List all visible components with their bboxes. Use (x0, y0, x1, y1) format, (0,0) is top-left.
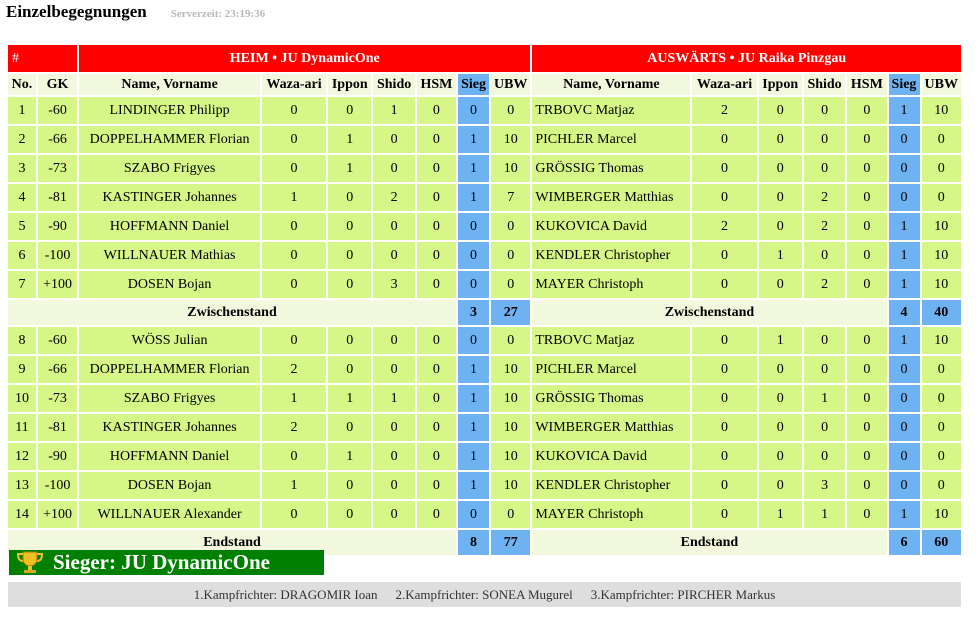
away-shido: 1 (804, 501, 845, 528)
home-sieg: 0 (458, 327, 489, 354)
away-fighter-name: GRÖSSIG Thomas (532, 385, 690, 412)
match-row (8, 472, 961, 499)
away-fighter-name: TRBOVC Matjaz (532, 97, 690, 124)
weight-class: -90 (38, 213, 77, 240)
match-no: 6 (8, 242, 36, 269)
home-ubw: 10 (491, 155, 530, 182)
home-ippon: 0 (328, 242, 371, 269)
match-no: 1 (8, 97, 36, 124)
subtotal-label-away: Zwischenstand (532, 300, 886, 325)
column-header-row (8, 74, 961, 95)
home-ubw: 10 (491, 126, 530, 153)
home-fighter-name: WILLNAUER Alexander (79, 501, 260, 528)
away-sieg: 1 (889, 242, 920, 269)
home-fighter-name: HOFFMANN Daniel (79, 443, 260, 470)
away-waza-ari: 0 (692, 155, 756, 182)
page-header (6, 2, 265, 26)
away-fighter-name: WIMBERGER Matthias (532, 414, 690, 441)
away-shido: 0 (804, 97, 845, 124)
away-shido: 0 (804, 155, 845, 182)
away-ippon: 1 (759, 327, 802, 354)
home-sieg: 1 (458, 126, 489, 153)
away-sieg: 1 (889, 327, 920, 354)
subtotal-home-ubw: 27 (491, 300, 530, 325)
away-waza-ari: 0 (692, 126, 756, 153)
col-home-waza-ari: Waza-ari (262, 74, 326, 95)
away-ubw: 0 (922, 443, 962, 470)
away-hsm: 0 (847, 155, 886, 182)
home-ubw: 10 (491, 414, 530, 441)
away-waza-ari: 0 (692, 501, 756, 528)
away-ippon: 1 (759, 242, 802, 269)
referee-1: 1.Kampfrichter: DRAGOMIR Ioan (193, 586, 378, 602)
away-shido: 2 (804, 271, 845, 298)
match-row (8, 356, 961, 383)
away-hsm: 0 (847, 213, 886, 240)
weight-class: +100 (38, 501, 77, 528)
home-ubw: 10 (491, 385, 530, 412)
away-sieg: 0 (889, 385, 920, 412)
away-ubw: 10 (922, 213, 962, 240)
home-ubw: 0 (491, 97, 530, 124)
home-waza-ari: 1 (262, 184, 326, 211)
away-hsm: 0 (847, 414, 886, 441)
weight-class: -100 (38, 242, 77, 269)
match-no: 9 (8, 356, 36, 383)
away-ubw: 0 (922, 155, 962, 182)
referees-footer (8, 582, 961, 607)
away-ippon: 0 (759, 356, 802, 383)
weight-class: -60 (38, 97, 77, 124)
away-hsm: 0 (847, 271, 886, 298)
home-shido: 0 (373, 443, 414, 470)
matches-table (6, 43, 963, 557)
away-sieg: 1 (889, 97, 920, 124)
home-waza-ari: 0 (262, 271, 326, 298)
away-sieg: 1 (889, 271, 920, 298)
referee-2: 2.Kampfrichter: SONEA Mugurel (395, 586, 573, 602)
away-fighter-name: WIMBERGER Matthias (532, 184, 690, 211)
col-away-ubw: UBW (922, 74, 962, 95)
match-row (8, 97, 961, 124)
col-away-ippon: Ippon (759, 74, 802, 95)
away-shido: 3 (804, 472, 845, 499)
home-ippon: 0 (328, 184, 371, 211)
away-ippon: 0 (759, 443, 802, 470)
away-ippon: 0 (759, 213, 802, 240)
home-ubw: 10 (491, 356, 530, 383)
home-fighter-name: DOPPELHAMMER Florian (79, 356, 260, 383)
winner-text: Sieger: JU DynamicOne (53, 550, 270, 574)
col-home-ippon: Ippon (328, 74, 371, 95)
match-no: 5 (8, 213, 36, 240)
home-hsm: 0 (417, 414, 456, 441)
away-shido: 0 (804, 443, 845, 470)
away-waza-ari: 0 (692, 385, 756, 412)
match-row (8, 414, 961, 441)
home-waza-ari: 0 (262, 213, 326, 240)
home-fighter-name: DOSEN Bojan (79, 271, 260, 298)
home-ippon: 0 (328, 414, 371, 441)
home-shido: 3 (373, 271, 414, 298)
match-no: 8 (8, 327, 36, 354)
weight-class: -73 (38, 155, 77, 182)
home-ippon: 0 (328, 472, 371, 499)
home-shido: 1 (373, 385, 414, 412)
away-waza-ari: 0 (692, 271, 756, 298)
away-waza-ari: 0 (692, 443, 756, 470)
home-sieg: 1 (458, 472, 489, 499)
home-waza-ari: 1 (262, 385, 326, 412)
trophy-icon (15, 550, 45, 575)
away-fighter-name: GRÖSSIG Thomas (532, 155, 690, 182)
subtotal-body (8, 300, 961, 325)
total-home-ubw: 77 (491, 530, 530, 555)
away-shido: 2 (804, 184, 845, 211)
home-hsm: 0 (417, 242, 456, 269)
away-shido: 0 (804, 414, 845, 441)
home-waza-ari: 0 (262, 501, 326, 528)
total-label-away: Endstand (532, 530, 886, 555)
match-row (8, 184, 961, 211)
weight-class: -81 (38, 184, 77, 211)
match-row (8, 213, 961, 240)
home-fighter-name: HOFFMANN Daniel (79, 213, 260, 240)
home-sieg: 1 (458, 184, 489, 211)
home-hsm: 0 (417, 472, 456, 499)
subtotal-away-ubw: 40 (922, 300, 962, 325)
col-away-shido: Shido (804, 74, 845, 95)
away-waza-ari: 0 (692, 242, 756, 269)
home-fighter-name: SZABO Frigyes (79, 155, 260, 182)
home-team-header: HEIM • JU DynamicOne (79, 45, 530, 72)
away-ubw: 10 (922, 327, 962, 354)
server-time: Serverzeit: 23:19:36 (170, 8, 266, 20)
home-waza-ari: 2 (262, 414, 326, 441)
home-waza-ari: 0 (262, 155, 326, 182)
home-waza-ari: 1 (262, 472, 326, 499)
home-sieg: 0 (458, 501, 489, 528)
home-sieg: 0 (458, 97, 489, 124)
team-header-row (8, 45, 961, 72)
away-shido: 1 (804, 385, 845, 412)
away-fighter-name: MAYER Christoph (532, 271, 690, 298)
home-ubw: 10 (491, 472, 530, 499)
home-fighter-name: LINDINGER Philipp (79, 97, 260, 124)
home-fighter-name: WÖSS Julian (79, 327, 260, 354)
away-ubw: 0 (922, 126, 962, 153)
weight-class: -100 (38, 472, 77, 499)
away-team-header: AUSWÄRTS • JU Raika Pinzgau (532, 45, 961, 72)
away-hsm: 0 (847, 501, 886, 528)
home-shido: 0 (373, 126, 414, 153)
home-shido: 0 (373, 356, 414, 383)
away-ippon: 0 (759, 97, 802, 124)
home-ubw: 0 (491, 327, 530, 354)
away-ippon: 1 (759, 501, 802, 528)
away-ubw: 10 (922, 97, 962, 124)
home-hsm: 0 (417, 271, 456, 298)
home-ippon: 0 (328, 327, 371, 354)
col-away-waza-ari: Waza-ari (692, 74, 756, 95)
away-waza-ari: 2 (692, 213, 756, 240)
home-shido: 0 (373, 414, 414, 441)
away-shido: 0 (804, 126, 845, 153)
away-sieg: 0 (889, 184, 920, 211)
match-no: 2 (8, 126, 36, 153)
match-no: 12 (8, 443, 36, 470)
away-ippon: 0 (759, 414, 802, 441)
winner-banner (9, 550, 324, 575)
away-ippon: 0 (759, 155, 802, 182)
home-fighter-name: DOSEN Bojan (79, 472, 260, 499)
col-home-name: Name, Vorname (79, 74, 260, 95)
home-fighter-name: KASTINGER Johannes (79, 414, 260, 441)
home-shido: 0 (373, 213, 414, 240)
away-sieg: 0 (889, 155, 920, 182)
away-ubw: 10 (922, 501, 962, 528)
round1-body (8, 97, 961, 298)
away-ippon: 0 (759, 385, 802, 412)
away-waza-ari: 0 (692, 184, 756, 211)
away-ubw: 0 (922, 472, 962, 499)
match-row (8, 501, 961, 528)
home-ippon: 1 (328, 155, 371, 182)
home-shido: 2 (373, 184, 414, 211)
col-away-name: Name, Vorname (532, 74, 690, 95)
home-sieg: 0 (458, 242, 489, 269)
away-hsm: 0 (847, 327, 886, 354)
home-fighter-name: DOPPELHAMMER Florian (79, 126, 260, 153)
match-row (8, 327, 961, 354)
away-hsm: 0 (847, 184, 886, 211)
away-fighter-name: MAYER Christoph (532, 501, 690, 528)
subtotal-home-sieg: 3 (458, 300, 489, 325)
home-fighter-name: WILLNAUER Mathias (79, 242, 260, 269)
referee-3: 3.Kampfrichter: PIRCHER Markus (590, 586, 776, 602)
away-hsm: 0 (847, 126, 886, 153)
match-row (8, 155, 961, 182)
home-waza-ari: 0 (262, 97, 326, 124)
match-no: 3 (8, 155, 36, 182)
away-waza-ari: 0 (692, 327, 756, 354)
subtotal-label-home: Zwischenstand (8, 300, 456, 325)
away-shido: 0 (804, 327, 845, 354)
home-ubw: 0 (491, 242, 530, 269)
hash-header: # (8, 45, 77, 72)
match-row (8, 242, 961, 269)
col-gk: GK (38, 74, 77, 95)
away-sieg: 1 (889, 501, 920, 528)
home-sieg: 1 (458, 443, 489, 470)
home-shido: 0 (373, 501, 414, 528)
col-no: No. (8, 74, 36, 95)
away-hsm: 0 (847, 385, 886, 412)
away-sieg: 0 (889, 443, 920, 470)
away-ubw: 0 (922, 356, 962, 383)
home-ippon: 0 (328, 501, 371, 528)
home-sieg: 1 (458, 356, 489, 383)
away-fighter-name: TRBOVC Matjaz (532, 327, 690, 354)
away-sieg: 0 (889, 356, 920, 383)
home-ippon: 1 (328, 443, 371, 470)
away-ippon: 0 (759, 271, 802, 298)
match-no: 13 (8, 472, 36, 499)
away-hsm: 0 (847, 472, 886, 499)
home-ubw: 0 (491, 501, 530, 528)
home-hsm: 0 (417, 356, 456, 383)
round2-body (8, 327, 961, 528)
home-waza-ari: 0 (262, 443, 326, 470)
home-ubw: 7 (491, 184, 530, 211)
away-waza-ari: 0 (692, 356, 756, 383)
away-waza-ari: 0 (692, 472, 756, 499)
away-ubw: 0 (922, 414, 962, 441)
home-sieg: 1 (458, 155, 489, 182)
match-row (8, 271, 961, 298)
home-ippon: 0 (328, 213, 371, 240)
away-sieg: 0 (889, 126, 920, 153)
col-away-sieg: Sieg (889, 74, 920, 95)
match-row (8, 126, 961, 153)
col-home-hsm: HSM (417, 74, 456, 95)
away-fighter-name: KENDLER Christopher (532, 242, 690, 269)
total-away-ubw: 60 (922, 530, 962, 555)
home-shido: 0 (373, 472, 414, 499)
home-waza-ari: 2 (262, 356, 326, 383)
match-row (8, 385, 961, 412)
home-shido: 0 (373, 155, 414, 182)
home-fighter-name: KASTINGER Johannes (79, 184, 260, 211)
home-ippon: 0 (328, 97, 371, 124)
total-away-sieg: 6 (889, 530, 920, 555)
weight-class: -81 (38, 414, 77, 441)
home-hsm: 0 (417, 184, 456, 211)
home-sieg: 0 (458, 271, 489, 298)
match-no: 10 (8, 385, 36, 412)
home-hsm: 0 (417, 126, 456, 153)
total-label-home: Endstand (8, 530, 456, 555)
away-fighter-name: KENDLER Christopher (532, 472, 690, 499)
home-hsm: 0 (417, 327, 456, 354)
match-row (8, 443, 961, 470)
away-shido: 0 (804, 242, 845, 269)
home-shido: 0 (373, 242, 414, 269)
weight-class: -66 (38, 356, 77, 383)
away-ubw: 10 (922, 242, 962, 269)
home-hsm: 0 (417, 213, 456, 240)
away-ippon: 0 (759, 472, 802, 499)
home-waza-ari: 0 (262, 126, 326, 153)
away-sieg: 0 (889, 414, 920, 441)
away-sieg: 0 (889, 472, 920, 499)
away-ippon: 0 (759, 126, 802, 153)
away-hsm: 0 (847, 242, 886, 269)
home-waza-ari: 0 (262, 242, 326, 269)
subtotal-row (8, 300, 961, 325)
away-fighter-name: KUKOVICA David (532, 443, 690, 470)
match-no: 11 (8, 414, 36, 441)
weight-class: -90 (38, 443, 77, 470)
subtotal-away-sieg: 4 (889, 300, 920, 325)
home-sieg: 1 (458, 414, 489, 441)
match-no: 4 (8, 184, 36, 211)
page-title: Einzelbegegnungen (6, 2, 147, 21)
home-waza-ari: 0 (262, 327, 326, 354)
home-ippon: 0 (328, 356, 371, 383)
home-ippon: 1 (328, 126, 371, 153)
col-home-sieg: Sieg (458, 74, 489, 95)
home-shido: 1 (373, 97, 414, 124)
col-away-hsm: HSM (847, 74, 886, 95)
total-home-sieg: 8 (458, 530, 489, 555)
weight-class: +100 (38, 271, 77, 298)
away-shido: 0 (804, 356, 845, 383)
home-hsm: 0 (417, 97, 456, 124)
home-ubw: 0 (491, 213, 530, 240)
away-waza-ari: 0 (692, 414, 756, 441)
away-ubw: 0 (922, 184, 962, 211)
home-hsm: 0 (417, 155, 456, 182)
home-sieg: 0 (458, 213, 489, 240)
away-waza-ari: 2 (692, 97, 756, 124)
away-fighter-name: PICHLER Marcel (532, 356, 690, 383)
away-ubw: 0 (922, 385, 962, 412)
home-shido: 0 (373, 327, 414, 354)
away-shido: 2 (804, 213, 845, 240)
home-hsm: 0 (417, 385, 456, 412)
weight-class: -73 (38, 385, 77, 412)
away-hsm: 0 (847, 443, 886, 470)
match-no: 7 (8, 271, 36, 298)
away-fighter-name: KUKOVICA David (532, 213, 690, 240)
match-no: 14 (8, 501, 36, 528)
home-ubw: 10 (491, 443, 530, 470)
home-hsm: 0 (417, 501, 456, 528)
away-hsm: 0 (847, 356, 886, 383)
col-home-ubw: UBW (491, 74, 530, 95)
col-home-shido: Shido (373, 74, 414, 95)
home-ubw: 0 (491, 271, 530, 298)
home-ippon: 1 (328, 385, 371, 412)
home-sieg: 1 (458, 385, 489, 412)
away-fighter-name: PICHLER Marcel (532, 126, 690, 153)
weight-class: -66 (38, 126, 77, 153)
home-hsm: 0 (417, 443, 456, 470)
away-ubw: 10 (922, 271, 962, 298)
away-sieg: 1 (889, 213, 920, 240)
away-ippon: 0 (759, 184, 802, 211)
weight-class: -60 (38, 327, 77, 354)
home-fighter-name: SZABO Frigyes (79, 385, 260, 412)
away-hsm: 0 (847, 97, 886, 124)
home-ippon: 0 (328, 271, 371, 298)
